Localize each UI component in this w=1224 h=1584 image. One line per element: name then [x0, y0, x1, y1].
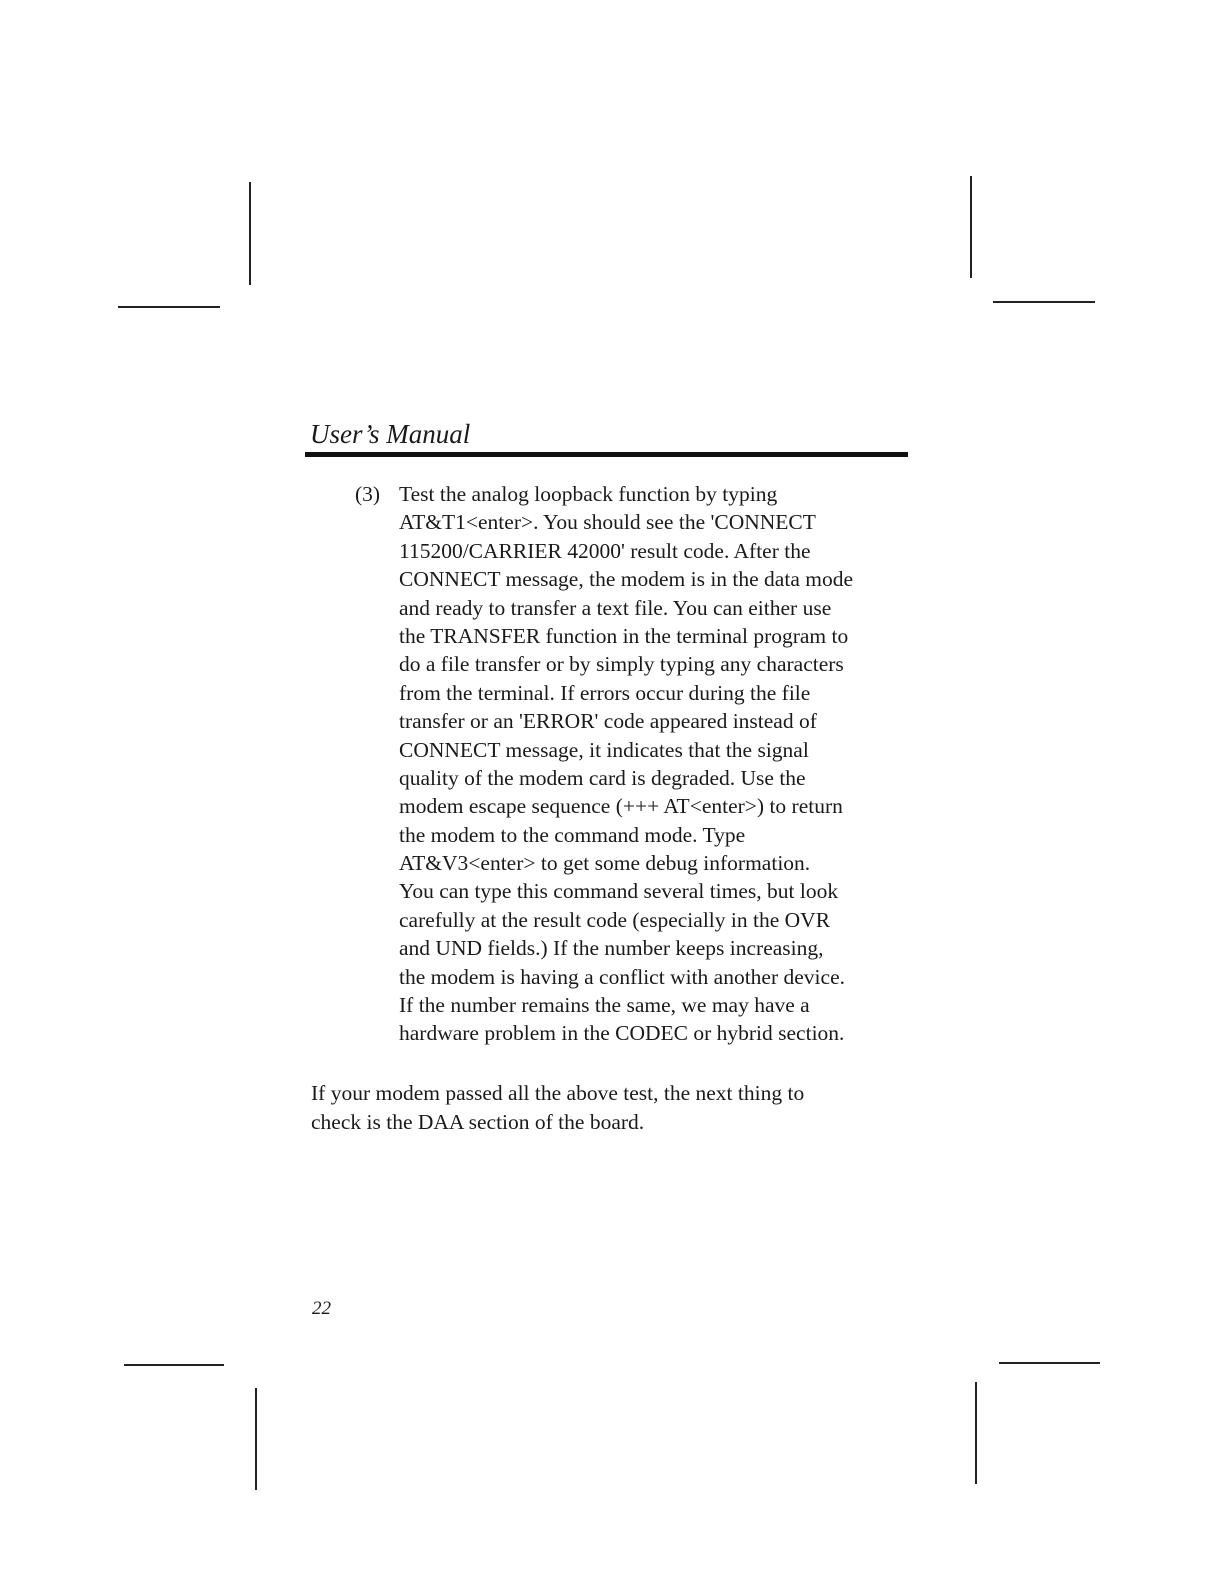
step-line: quality of the modem card is degraded. Use the [399, 765, 806, 790]
step-line: do a file transfer or by simply typing any characters [399, 652, 844, 677]
step-line: 115200/CARRIER 42000' result code. After the [399, 538, 811, 563]
step-line: the modem to the command mode. Type [399, 822, 746, 847]
page-number: 22 [312, 1298, 331, 1319]
closing-paragraph [311, 1079, 911, 1137]
step-line: carefully at the result code (especially in the OVR [399, 907, 831, 932]
step-line: and ready to transfer a text file. You can either use [399, 595, 832, 620]
crop-mark-bottom-left-vertical [255, 1388, 257, 1490]
step-number: (3) [355, 482, 381, 506]
step-line: the TRANSFER function in the terminal program to [399, 623, 849, 648]
step-3 [355, 480, 915, 1048]
crop-mark-top-left-vertical [249, 182, 251, 285]
paragraph-line: check is the DAA section of the board. [311, 1110, 645, 1134]
step-line: AT&T1<enter>. You should see the 'CONNECT [399, 510, 816, 535]
step-line: You can type this command several times, but look [399, 879, 839, 904]
step-line: Test the analog loopback function by typing [399, 482, 778, 506]
crop-mark-bottom-left-horizontal [124, 1364, 224, 1366]
step-line: transfer or an 'ERROR' code appeared instead of [399, 709, 817, 734]
crop-mark-top-right-vertical [970, 176, 972, 278]
crop-mark-top-left-horizontal [118, 306, 220, 308]
step-line: AT&V3<enter> to get some debug information. [399, 851, 811, 876]
header-rule [305, 452, 908, 457]
step-line: hardware problem in the CODEC or hybrid section. [399, 1021, 845, 1046]
step-line: modem escape sequence (+++ AT<enter>) to return [399, 794, 843, 819]
step-line: CONNECT message, the modem is in the data mode [399, 567, 854, 592]
crop-mark-bottom-right-horizontal [999, 1362, 1100, 1364]
step-line: CONNECT message, it indicates that the signal [399, 737, 809, 762]
step-line: If the number remains the same, we may have a [399, 993, 810, 1018]
crop-mark-bottom-right-vertical [975, 1382, 977, 1484]
step-line: the modem is having a conflict with another device. [399, 964, 845, 989]
crop-mark-top-right-horizontal [993, 301, 1095, 303]
running-header-title: User’s Manual [310, 419, 471, 449]
step-line: from the terminal. If errors occur during the file [399, 680, 811, 705]
paragraph-line: If your modem passed all the above test, the next thing to [311, 1081, 805, 1105]
step-line: and UND fields.) If the number keeps increasing, [399, 936, 824, 961]
